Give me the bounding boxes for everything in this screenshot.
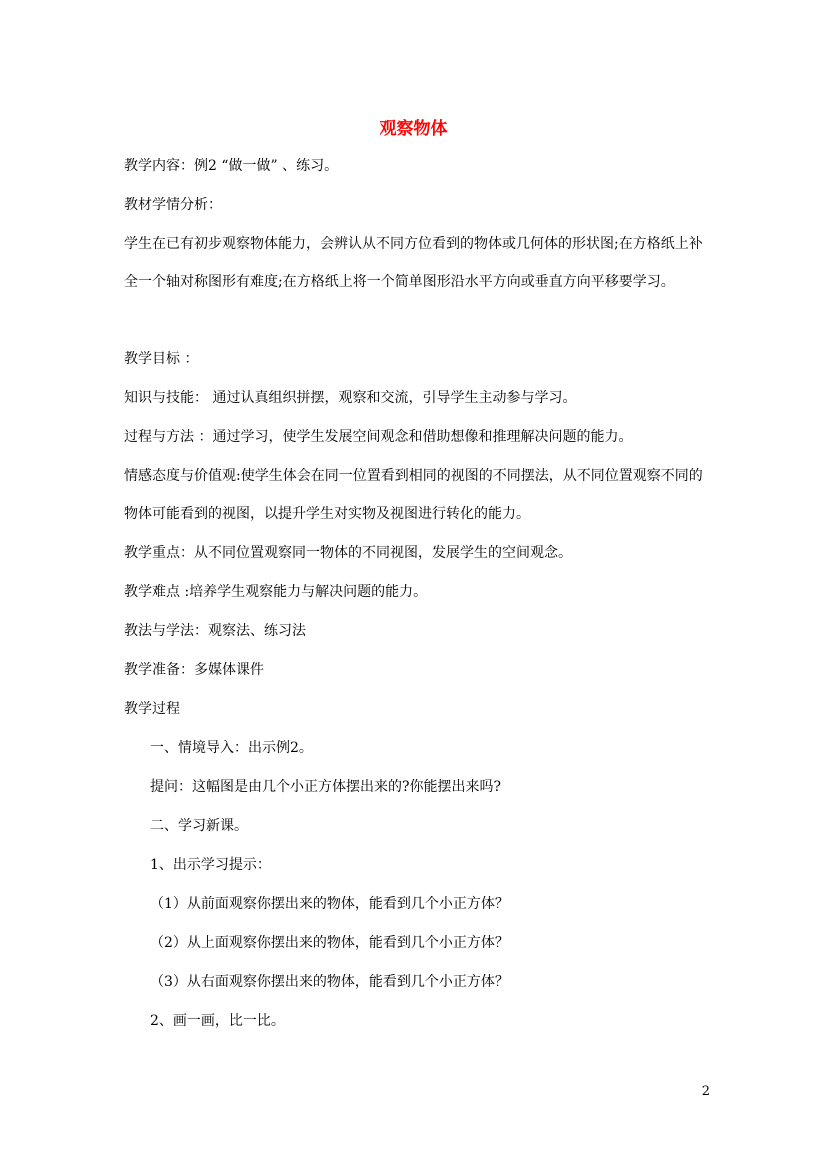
draw-compare: 2、画一画，比一比。: [150, 1013, 285, 1029]
document-title: 观察物体: [379, 119, 448, 139]
hint-1: （1）从前面观察你摆出来的物体，能看到几个小正方体？: [150, 896, 509, 912]
hint-2: （2）从上面观察你摆出来的物体，能看到几个小正方体？: [150, 935, 509, 951]
process-heading: 教学过程: [124, 701, 180, 717]
step-1: 一、情境导入：出示例2。: [150, 740, 313, 756]
preparation: 教学准备：多媒体课件: [124, 662, 264, 678]
hint-3: （3）从右面观察你摆出来的物体，能看到几个小正方体？: [150, 974, 509, 990]
hint-heading: 1、出示学习提示：: [150, 857, 271, 873]
page-number: 2: [701, 1084, 710, 1099]
goal-emotion: 情感态度与价值观:使学生体会在同一位置看到相同的视图的不同摆法，从不同位置观察不同的物体可能看到的视图，以提升学生对实物及视图进行转化的能力。: [124, 468, 703, 522]
goal-process: 过程与方法 ：通过学习，使学生发展空间观念和借助想像和推理解决问题的能力。: [124, 429, 633, 445]
difficulty: 教学难点 :培养学生观察能力与解决问题的能力。: [124, 584, 428, 600]
goal-knowledge: 知识与技能： 通过认真组织拼摆，观察和交流，引导学生主动参与学习。: [124, 390, 577, 406]
analysis-heading: 教材学情分析：: [124, 197, 222, 213]
methods: 教法与学法：观察法、练习法: [124, 623, 306, 639]
teaching-content: 教学内容：例2 “做一做” 、练习。: [124, 158, 339, 174]
goals-heading: 教学目标 ：: [124, 351, 199, 367]
key-point: 教学重点：从不同位置观察同一物体的不同视图，发展学生的空间观念。: [124, 545, 572, 561]
step-2: 二、学习新课。: [150, 818, 248, 834]
analysis-text: 学生在已有初步观察物体能力，会辨认从不同方位看到的物体或几何体的形状图;在方格纸上补全一个轴对称图形有难度;在方格纸上将一个简单图形沿水平方向或垂直方向平移要学习。: [124, 236, 703, 290]
question: 提问：这幅图是由几个小正方体摆出来的?你能摆出来吗?: [150, 779, 502, 795]
